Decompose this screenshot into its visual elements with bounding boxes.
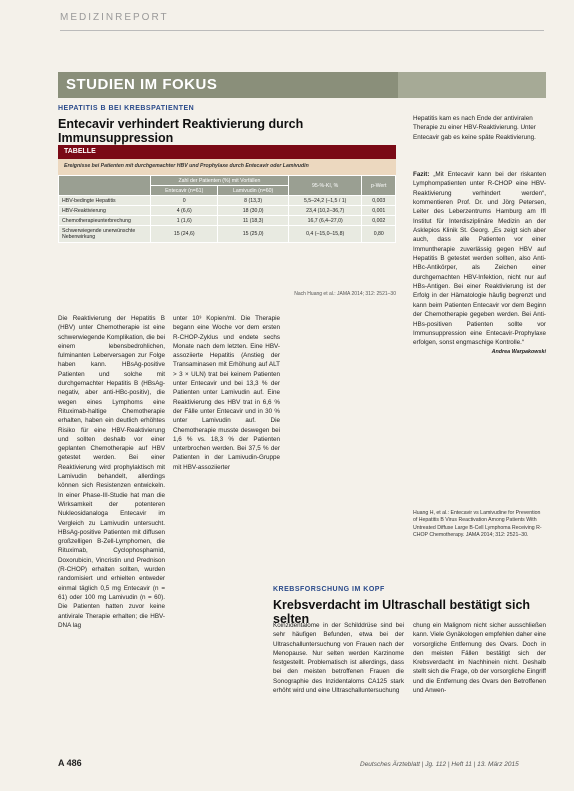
journal-reference: Deutsches Ärzteblatt | Jg. 112 | Heft 11 | 13. März 2015	[360, 761, 519, 768]
article2-column-1: Koinzidentalome in der Schilddrüse sind bei sehr häufigen Befunden, etwa bei der Ultraschalluntersuchung von Frauen nach der Menopause. Nur selten werden Karzinome festgestellt. Problematisch ist allerdings, dass bei den meisten betroffenen Frauen die Sonographie des Inzidentaloms CA125 stark erhöht wird und eine Ultraschalluntersuchung	[273, 622, 404, 695]
table-cell: 4 (6,6)	[151, 206, 218, 216]
table-cell: 5,5–24,2 (–1,5 / 1)	[288, 196, 362, 206]
table-caption: Ereignisse bei Patienten mit durchgemachter HBV und Prophylaxe durch Entecavir oder Lamivudin	[58, 159, 396, 175]
table-cell: 1 (1,6)	[151, 216, 218, 226]
table-header-empty	[59, 176, 151, 196]
section-banner: STUDIEN IM FOKUS	[58, 72, 398, 98]
article-kicker: HEPATITIS B BEI KREBSPATIENTEN	[58, 105, 195, 112]
table-cell: 0	[151, 196, 218, 206]
references: Huang H, et al.: Entecavir vs Lamivudine for Prevention of Hepatitis B Virus Reactivation Among Patients With Untreated Diffuse Large B-Cell Lymphoma Receiving R-CHOP Chemotherapy. JAMA 2014; 312: 2521–30.	[413, 510, 542, 539]
table-row	[59, 206, 396, 216]
top-rule	[60, 30, 544, 31]
article2-kicker: KREBSFORSCHUNG IM KOPF	[273, 586, 385, 593]
table-cell: Schwerwiegende unerwünschte Nebenwirkung	[59, 226, 151, 243]
table-cell: 15 (25,0)	[218, 226, 288, 243]
article2-column-2: chung ein Malignom nicht sicher ausschließen kann. Viele Gynäkologen empfehlen daher eine vorsorgliche Entfernung des Ovars. Doch in den meisten Fällen bestätigt sich der Krebsverdacht im Nachhinein nicht. Deshalb stellt sich die Frage, ob der vorsorgliche Eingriff und die Entfernung des Ovars den Betroffenen und Anwen-	[413, 622, 546, 695]
table-cell: 0,4 (–15,0–15,8)	[288, 226, 362, 243]
table-cell: 0,001	[362, 206, 396, 216]
table-row	[59, 226, 396, 243]
table-cell: HBV-Reaktivierung	[59, 206, 151, 216]
table-row	[59, 196, 396, 206]
fazit-box	[413, 170, 546, 357]
table-cell: 11 (18,3)	[218, 216, 288, 226]
table-cell: 0,002	[362, 216, 396, 226]
table-cell: 15 (24,6)	[151, 226, 218, 243]
article1-column-2: unter 10³ Kopien/ml. Die Therapie begann eine Woche vor dem ersten R-CHOP-Zyklus und endete sechs Monate nach dem letzten. Eine HBV-assoziierte Hepatitis (Anstieg der Transaminasen mit Erhöhung auf ALT > 3 × ULN) trat bei keinem Patienten unter Entecavir und bei 13,3 % der Patienten unter Lamivudin auf. Eine Reaktivierung des HBV trat in 6,6 % der Fälle unter Entecavir und in 30 % unter Lamivudin auf. Die Chemotherapie musste deswegen bei 1,6 % vs. 18,3 % der Patienten unterbrochen werden. Bei 37,5 % der Patienten in der Lamivudin-Gruppe mit HBV-assoziierter	[173, 315, 280, 471]
table-cell: 0,003	[362, 196, 396, 206]
data-table-box	[58, 145, 396, 305]
table-row	[59, 216, 396, 226]
table-cell: 18 (30,0)	[218, 206, 288, 216]
table-source: Nach Huang et al.: JAMA 2014; 312: 2521–30	[294, 291, 396, 297]
article1-column-1: Die Reaktivierung der Hepatitis B (HBV) unter Chemotherapie ist eine schwerwiegende Komplikation, die bei einem lebensbedrohlichen, fulminanten Leberversagen zur Folge haben kann. HBsAg-positive Patienten und solche mit durchgemachter Hepatitis B (HBsAg-negativ, aber anti-HBc-positiv), die wegen eines Lymphoms eine Rituximab-haltige Chemotherapie erhalten, haben ein deutlich erhöhtes Risiko für eine HBV-Reaktivierung und sollten deshalb vor einer geplanten Chemotherapie auf HBV getestet werden. Bei einer Reaktivierung wird prophylaktisch mit Lamivudin behandelt, allerdings können sich Resistenzen entwickeln. In einer Phase-III-Studie hat man die Wirksamkeit der potenteren Nukleosidanaloga Entecavir im Vergleich zu Lamivudin untersucht. HBsAg-positive Patienten mit diffusen großzelligen B-Zell-Lymphomen, die Rituximab, Cyclophosphamid, Doxorubicin, Vincristin und Prednison (R-CHOP) erhalten sollten, wurden randomisiert und erhielten entweder einmal täglich 0,5 mg Entecavir (n = 61) oder 100 mg Lamivudin (n = 60). Die Patienten hatten zuvor keine antivirale Therapie erhalten; die HBV-DNA lag	[58, 315, 165, 629]
table-header-entecavir: Entecavir (n=61)	[151, 186, 218, 196]
article1-column-3-top: Hepatitis kam es nach Ende der antiviralen Therapie zu einer HBV-Reaktivierung. Unter Entecavir gab es keine späte Reaktivierung.	[413, 115, 536, 141]
table-cell: 23,4 (10,2–36,7)	[288, 206, 362, 216]
table-group-header: Zahl der Patienten (%) mit Vorfällen	[151, 176, 289, 186]
table-header-p: p-Wert	[362, 176, 396, 196]
article-headline: Entecavir verhindert Reaktivierung durch Immunsuppression	[58, 117, 304, 145]
article2-headline: Krebsverdacht im Ultraschall bestätigt sich selten	[273, 598, 531, 626]
table-label: TABELLE	[58, 145, 396, 159]
fazit-text: „Mit Entecavir kann bei der riskanten Lymphompatienten unter R-CHOP eine HBV-Reaktivierung verhindert werden“, kommentieren Prof. Dr. und Jörg Petersen, Leiter des Leberzentrums Hamburg am IfI Institut für Interdisziplinäre Medizin an der Asklepios Klinik St. Georg. „Es zeigt sich aber auch, dass alle Patienten vor einer Immuntherapie zuverlässig gegen HBV auf Hepatitis B getestet werden sollten, also Anti-HBc-Antikörper, als Zeichen einer durchgemachten HBV-Infektion, nicht nur auf HBs-Antigen. Bei einer Reaktivierung ist der Erfolg in der Hämatologie häufig begrenzt und kann beim Patienten Entecavir vor dem Beginn der Chemotherapie gegeben werden. Bei Anti-HBs-positiven Patienten sollte vor Immunsuppression eine Entecavir-Prophylaxe erfolgen, sonst engmaschige Kontrolle.“	[413, 171, 547, 347]
table-cell: 16,7 (6,4–27,0)	[288, 216, 362, 226]
table-cell: HBV-bedingte Hepatitis	[59, 196, 151, 206]
table-cell: 0,80	[362, 226, 396, 243]
table-cell: 8 (13,3)	[218, 196, 288, 206]
fazit-label: Fazit:	[413, 171, 430, 178]
section-label: MEDIZINREPORT	[60, 12, 169, 23]
table-cell: Chemotherapieunterbrechung	[59, 216, 151, 226]
table-header-lamivudin: Lamivudin (n=60)	[218, 186, 288, 196]
page-number: A 486	[58, 758, 82, 768]
section-banner-extension	[398, 72, 546, 98]
author-name: Andrea Warpakowski	[491, 348, 546, 355]
data-table	[58, 175, 396, 243]
table-header-ci: 95-%-KI, %	[288, 176, 362, 196]
